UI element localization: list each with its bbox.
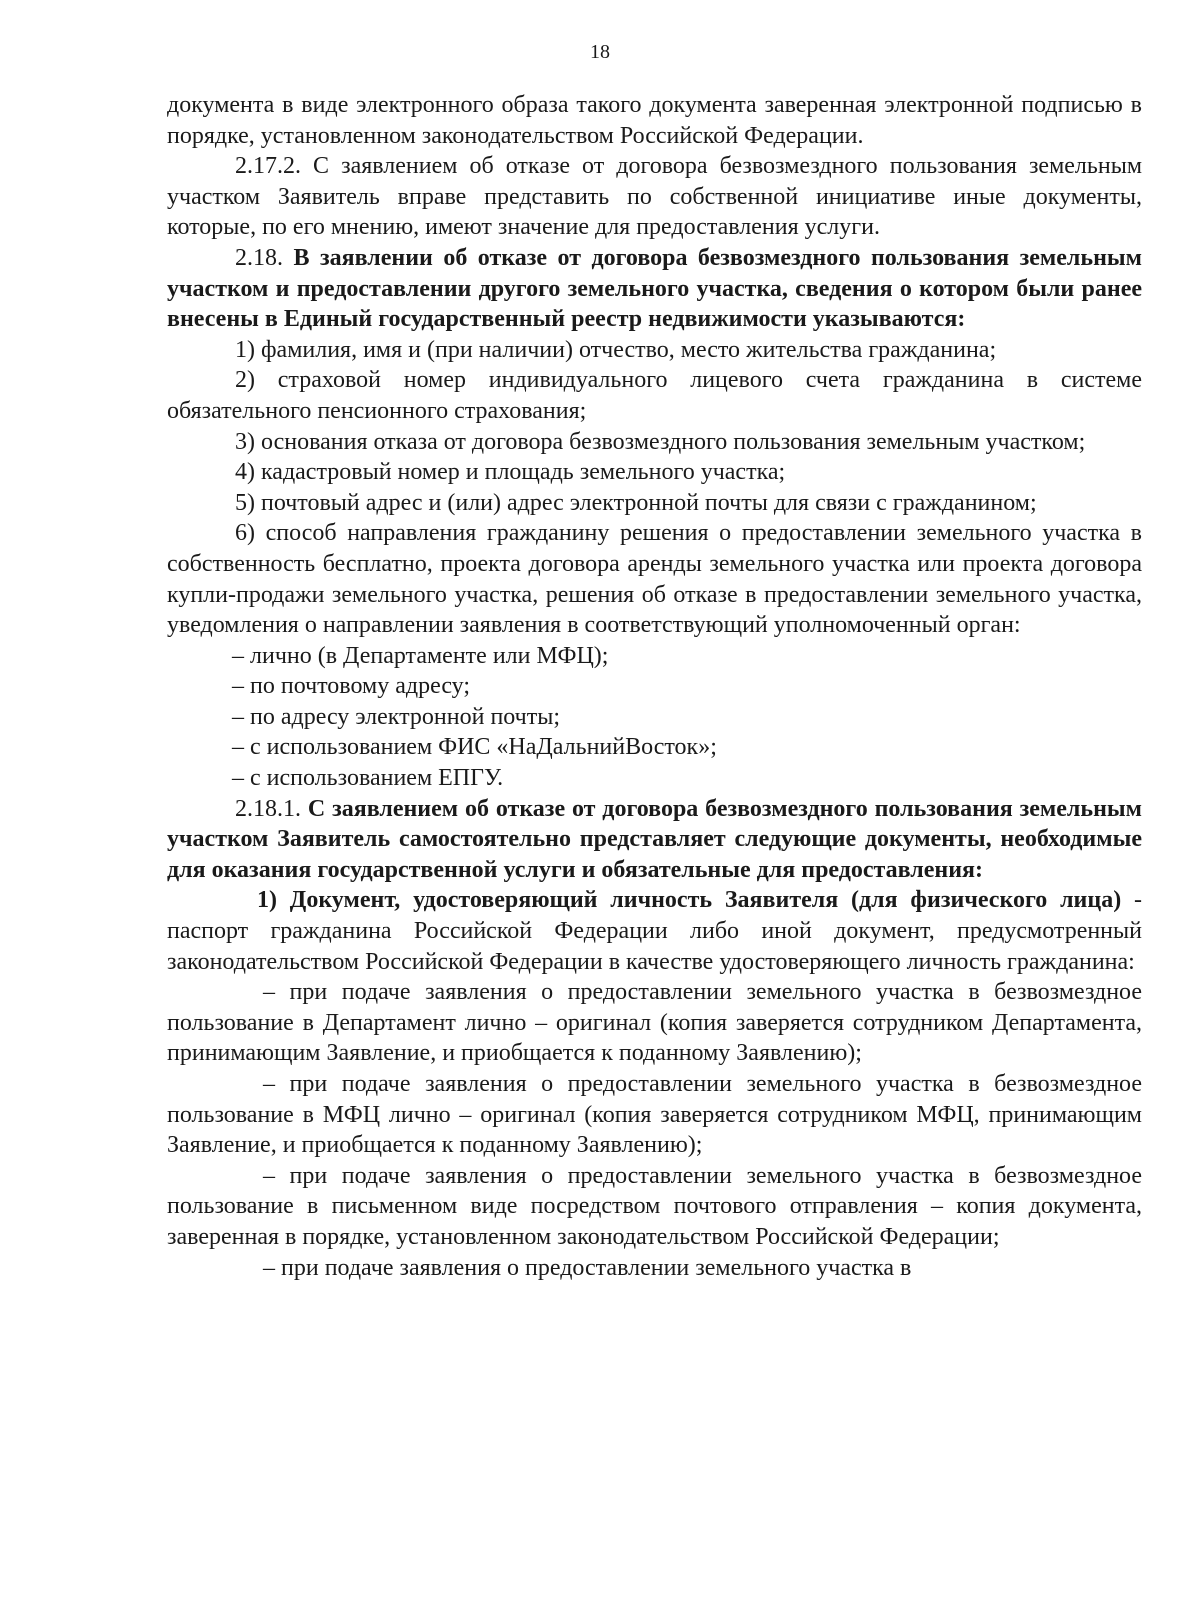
- submission-case-2: – при подаче заявления о предоставлении земельного участка в безвозмездное пользование в МФЦ лично – оригинал (копия заверяется сотрудником МФЦ, принимающим Заявление, и приобщается к поданному Заявлению);: [167, 1071, 1142, 1159]
- list-item-1: 1) фамилия, имя и (при наличии) отчество, место жительства гражданина;: [235, 336, 997, 363]
- submission-case-4: – при подаче заявления о предоставлении земельного участка в: [263, 1254, 912, 1281]
- page-number: 18: [590, 41, 610, 63]
- list-item-6: 6) способ направления гражданину решения о предоставлении земельного участка в собственность бесплатно, проекта договора аренды земельного участка или проекта договора купли-продажи земельного участка, решения об отказе в предоставлении земельного участка, уведомления о направлении заявления в соответствующий уполномоченный орган:: [167, 520, 1142, 639]
- section-heading-bold: С заявлением об отказе от договора безвозмездного пользования земельным участком Заявитель самостоятельно представляет следующие документы, необходимые для оказания государственной услуги и обязательные для предоставления:: [167, 795, 1142, 883]
- submission-case-3: – при подаче заявления о предоставлении земельного участка в безвозмездное пользование в письменном виде посредством почтового отправления – копия документа, заверенная в порядке, установленном законодательством Российской Федерации;: [167, 1162, 1142, 1250]
- section-number: 2.18.: [235, 244, 294, 271]
- dash-item-1: – лично (в Департаменте или МФЦ);: [232, 642, 609, 669]
- requirement-text: - паспорт гражданина Российской Федерации либо иной документ, предусмотренный законодательством Российской Федерации в качестве удостоверяющего личность гражданина:: [167, 887, 1143, 975]
- list-item-4: 4) кадастровый номер и площадь земельного участка;: [235, 459, 786, 486]
- section-heading-bold: В заявлении об отказе от договора безвозмездного пользования земельным участком и предоставлении другого земельного участка, сведения о котором были ранее внесены в Единый государственный реестр недвижимости указываются:: [167, 244, 1143, 333]
- list-item-3: 3) основания отказа от договора безвозмездного пользования земельным участком;: [235, 428, 1086, 455]
- paragraph-2-18: [167, 243, 1142, 335]
- dash-item-5: – с использованием ЕПГУ.: [232, 765, 504, 792]
- document-requirement-1: [167, 885, 1142, 977]
- requirement-title-bold: 1) Документ, удостоверяющий личность Заявителя (для физического лица): [257, 887, 1122, 914]
- list-item-2: 2) страховой номер индивидуального лицевого счета гражданина в системе обязательного пенсионного страхования;: [167, 367, 1142, 424]
- paragraph-continuation: документа в виде электронного образа такого документа заверенная электронной подписью в порядке, установленном законодательством Российской Федерации.: [167, 92, 1142, 149]
- dash-item-3: – по адресу электронной почты;: [232, 703, 561, 730]
- submission-case-1: – при подаче заявления о предоставлении земельного участка в безвозмездное пользование в Департамент лично – оригинал (копия заверяется сотрудником Департамента, принимающим Заявление, и приобщается к поданному Заявлению);: [167, 979, 1142, 1067]
- paragraph-2-18-1: [167, 794, 1142, 886]
- document-body: [167, 90, 1142, 1283]
- paragraph-2-17-2: 2.17.2. С заявлением об отказе от договора безвозмездного пользования земельным участком Заявитель вправе представить по собственной инициативе иные документы, которые, по его мнению, имеют значение для предоставления услуги.: [167, 153, 1142, 241]
- list-item-5: 5) почтовый адрес и (или) адрес электронной почты для связи с гражданином;: [235, 489, 1037, 516]
- dash-item-2: – по почтовому адресу;: [232, 673, 471, 700]
- section-number: 2.18.1.: [235, 795, 308, 822]
- dash-item-4: – с использованием ФИС «НаДальнийВосток»;: [232, 734, 717, 761]
